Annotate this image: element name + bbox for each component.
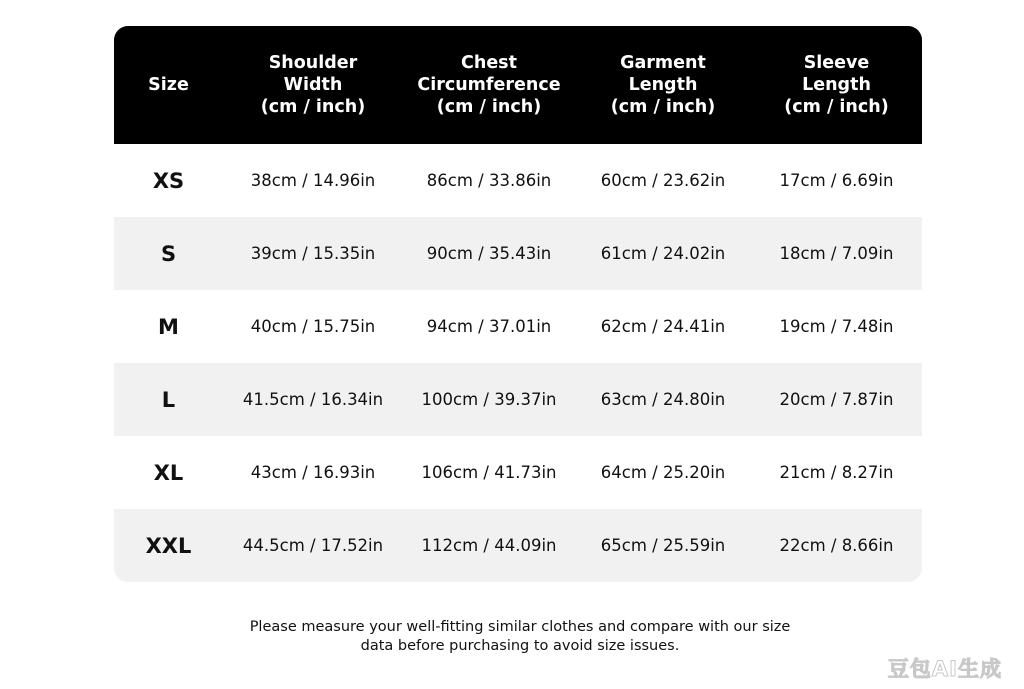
- measurement-note-line-1: Please measure your well-fitting similar clothes and compare with our size: [249, 619, 791, 635]
- table-row-l: [114, 363, 922, 436]
- sleeve-length-value: 21cm / 8.27in: [779, 463, 894, 482]
- shoulder-width-value: 38cm / 14.96in: [250, 171, 376, 190]
- shoulder-width-value: 40cm / 15.75in: [250, 317, 376, 336]
- garment-length-value: 61cm / 24.02in: [600, 244, 726, 263]
- sleeve-length-value: 18cm / 7.09in: [779, 244, 894, 263]
- chest-value: 100cm / 39.37in: [421, 390, 557, 409]
- table-row-xxl: [114, 509, 922, 582]
- header-sleeve-length: Sleeve Length (cm / inch): [784, 53, 889, 117]
- header-shoulder-width: Shoulder Width (cm / inch): [260, 53, 366, 117]
- shoulder-width-value: 43cm / 16.93in: [250, 463, 376, 482]
- chest-value: 90cm / 35.43in: [426, 244, 552, 263]
- garment-length-value: 60cm / 23.62in: [600, 171, 726, 190]
- garment-length-value: 62cm / 24.41in: [600, 317, 726, 336]
- shoulder-width-value: 44.5cm / 17.52in: [242, 536, 384, 555]
- size-label: XS: [152, 168, 185, 193]
- size-label: M: [158, 314, 179, 339]
- size-label: XL: [153, 460, 184, 485]
- table-row-m: [114, 290, 922, 363]
- size-chart-table: [114, 26, 922, 582]
- garment-length-value: 65cm / 25.59in: [600, 536, 726, 555]
- sleeve-length-value: 19cm / 7.48in: [779, 317, 894, 336]
- sleeve-length-value: 20cm / 7.87in: [779, 390, 894, 409]
- size-label: L: [161, 387, 176, 412]
- size-label: S: [160, 241, 177, 266]
- sleeve-length-value: 17cm / 6.69in: [779, 171, 894, 190]
- garment-length-value: 63cm / 24.80in: [600, 390, 726, 409]
- table-row-xl: [114, 436, 922, 509]
- chest-value: 106cm / 41.73in: [421, 463, 557, 482]
- shoulder-width-value: 39cm / 15.35in: [250, 244, 376, 263]
- chest-value: 112cm / 44.09in: [421, 536, 557, 555]
- table-row-xs: [114, 144, 922, 217]
- garment-length-value: 64cm / 25.20in: [600, 463, 726, 482]
- chest-value: 86cm / 33.86in: [426, 171, 552, 190]
- ai-generated-watermark: 豆包AI生成: [887, 657, 1002, 681]
- table-header-row: [114, 26, 922, 144]
- header-garment-length: Garment Length (cm / inch): [610, 53, 716, 117]
- header-size: Size: [148, 75, 189, 95]
- sleeve-length-value: 22cm / 8.66in: [779, 536, 894, 555]
- measurement-note: [160, 618, 880, 656]
- header-chest-circumference: Chest Circumference (cm / inch): [417, 53, 561, 117]
- measurement-note-line-2: data before purchasing to avoid size issues.: [360, 638, 680, 654]
- size-label: XXL: [145, 533, 192, 558]
- chest-value: 94cm / 37.01in: [426, 317, 552, 336]
- table-row-s: [114, 217, 922, 290]
- shoulder-width-value: 41.5cm / 16.34in: [242, 390, 384, 409]
